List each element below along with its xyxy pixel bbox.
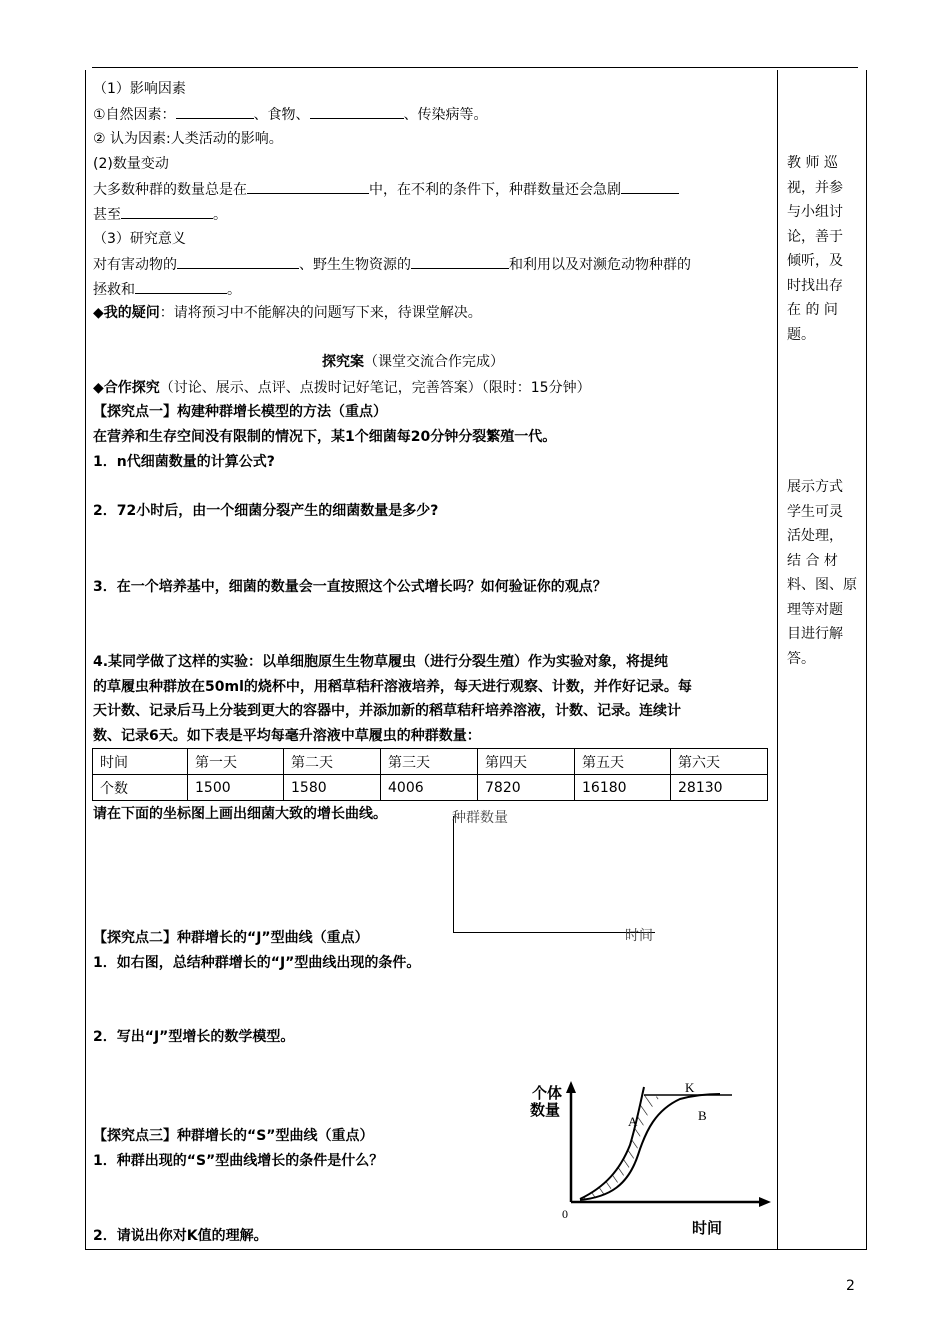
figure-y-label-2: 数量 bbox=[530, 1101, 561, 1119]
natural-factors-line: ①自然因素： 、食物、 、传染病等。 bbox=[93, 104, 488, 125]
blank-graph-y-label: 种群数量 bbox=[452, 810, 508, 826]
table-cell: 1580 bbox=[284, 775, 381, 801]
figure-x-arrow bbox=[759, 1197, 771, 1207]
figure-y-arrow bbox=[566, 1081, 576, 1093]
figure-y-label-1: 个体 bbox=[532, 1084, 563, 1102]
section3-heading: （3）研究意义 bbox=[93, 231, 186, 247]
quantity-line-1: 大多数种群的数量总是在 中，在不利的条件下，种群数量还会急剧 bbox=[93, 179, 679, 200]
point1-question-4-line-1: 4.某同学做了这样的实验：以单细胞原生生物草履虫（进行分裂生殖）作为实验对象，将提纯 bbox=[93, 654, 669, 670]
point1-question-4-line-4: 数、记录6天。如下表是平均每毫升溶液中草履虫的种群数量： bbox=[93, 728, 481, 744]
significance-line-2: 拯救和 。 bbox=[93, 279, 241, 300]
growth-curve-figure bbox=[520, 1075, 775, 1245]
blank-field[interactable] bbox=[621, 179, 679, 194]
page-number: 2 bbox=[846, 1278, 855, 1294]
table-cell: 时间 bbox=[93, 749, 188, 775]
table-cell: 4006 bbox=[381, 775, 478, 801]
frame-left-border bbox=[85, 70, 86, 1250]
point2-question-2: 2．写出“J”型增长的数学模型。 bbox=[93, 1029, 295, 1045]
point3-question-1: 1．种群出现的“S”型曲线增长的条件是什么？ bbox=[93, 1153, 384, 1169]
table-cell: 16180 bbox=[575, 775, 671, 801]
figure-label-k: K bbox=[685, 1080, 695, 1095]
sidebar-teacher-note: 教 师 巡 视，并参 与小组讨 论，善于 倾听，及 时找出存 在 的 问 题。 bbox=[787, 155, 843, 343]
frame-bottom-border bbox=[85, 1249, 867, 1250]
table-row bbox=[93, 775, 768, 801]
point1-question-1: 1．n代细菌数量的计算公式? bbox=[93, 454, 275, 470]
table-cell: 个数 bbox=[93, 775, 188, 801]
point3-heading: 【探究点三】种群增长的“S”型曲线（重点） bbox=[93, 1128, 374, 1144]
point1-heading: 【探究点一】构建种群增长模型的方法（重点） bbox=[93, 404, 387, 420]
blank-graph-x-label: 时间 bbox=[625, 928, 653, 944]
point2-question-1: 1．如右图，总结种群增长的“J”型曲线出现的条件。 bbox=[93, 955, 421, 971]
figure-origin: 0 bbox=[562, 1207, 568, 1221]
point1-intro: 在营养和生存空间没有限制的情况下，某1个细菌每20分钟分裂繁殖一代。 bbox=[93, 429, 557, 445]
point1-question-2: 2．72小时后，由一个细菌分裂产生的细菌数量是多少? bbox=[93, 503, 439, 519]
table-cell: 第六天 bbox=[671, 749, 768, 775]
section2-heading: (2)数量变动 bbox=[93, 156, 169, 172]
table-cell: 第二天 bbox=[284, 749, 381, 775]
table-cell: 第五天 bbox=[575, 749, 671, 775]
point3-question-2: 2．请说出你对K值的理解。 bbox=[93, 1228, 268, 1244]
point1-question-4-line-3: 天计数、记录后马上分装到更大的容器中，并添加新的稻草秸秆培养溶液，计数、记录。连续计 bbox=[93, 703, 681, 719]
blank-field[interactable] bbox=[247, 179, 369, 194]
sidebar-display-note: 展示方式 学生可灵 活处理， 结 合 材 料、图、原 理等对题 目进行解 答。 bbox=[787, 479, 857, 667]
table-row bbox=[93, 749, 768, 775]
table-cell: 第四天 bbox=[478, 749, 575, 775]
point1-question-3: 3．在一个培养基中，细菌的数量会一直按照这个公式增长吗？如何验证你的观点？ bbox=[93, 579, 607, 595]
blank-field[interactable] bbox=[177, 254, 299, 269]
table-cell: 7820 bbox=[478, 775, 575, 801]
point1-question-4-line-2: 的草履虫种群放在50ml的烧杯中，用稻草秸秆溶液培养，每天进行观察、计数，并作好记录。每 bbox=[93, 679, 692, 695]
blank-graph-y-axis bbox=[453, 816, 454, 933]
blank-field[interactable] bbox=[411, 254, 509, 269]
paramecium-table bbox=[92, 748, 768, 801]
blank-field[interactable] bbox=[121, 204, 213, 219]
blank-field[interactable] bbox=[176, 104, 254, 119]
my-question-line: ◆我的疑问：请将预习中不能解决的问题写下来，待课堂解决。 bbox=[93, 305, 482, 321]
table-cell: 第三天 bbox=[381, 749, 478, 775]
figure-label-b: B bbox=[698, 1108, 707, 1123]
point2-heading: 【探究点二】种群增长的“J”型曲线（重点） bbox=[93, 930, 369, 946]
frame-divider bbox=[777, 70, 778, 1250]
cooperate-line: ◆合作探究（讨论、展示、点评、点拨时记好笔记，完善答案）（限时：15分钟） bbox=[93, 380, 591, 396]
blank-field[interactable] bbox=[310, 104, 404, 119]
header-rule bbox=[92, 67, 858, 68]
table-cell: 第一天 bbox=[188, 749, 284, 775]
significance-line-1: 对有害动物的 、野生生物资源的 和利用以及对濒危动物种群的 bbox=[93, 254, 691, 275]
frame-right-border bbox=[866, 70, 867, 1250]
draw-curve-prompt: 请在下面的坐标图上画出细菌大致的增长曲线。 bbox=[93, 806, 387, 822]
table-cell: 1500 bbox=[188, 775, 284, 801]
section1-heading: （1）影响因素 bbox=[93, 81, 186, 97]
blank-field[interactable] bbox=[135, 279, 227, 294]
explore-title: 探究案（课堂交流合作完成） bbox=[322, 354, 504, 370]
table-cell: 28130 bbox=[671, 775, 768, 801]
figure-x-label: 时间 bbox=[692, 1219, 723, 1237]
human-factors-line: ② 认为因素:人类活动的影响。 bbox=[93, 131, 283, 147]
figure-label-a: A bbox=[628, 1114, 638, 1129]
quantity-line-2: 甚至 。 bbox=[93, 204, 227, 225]
